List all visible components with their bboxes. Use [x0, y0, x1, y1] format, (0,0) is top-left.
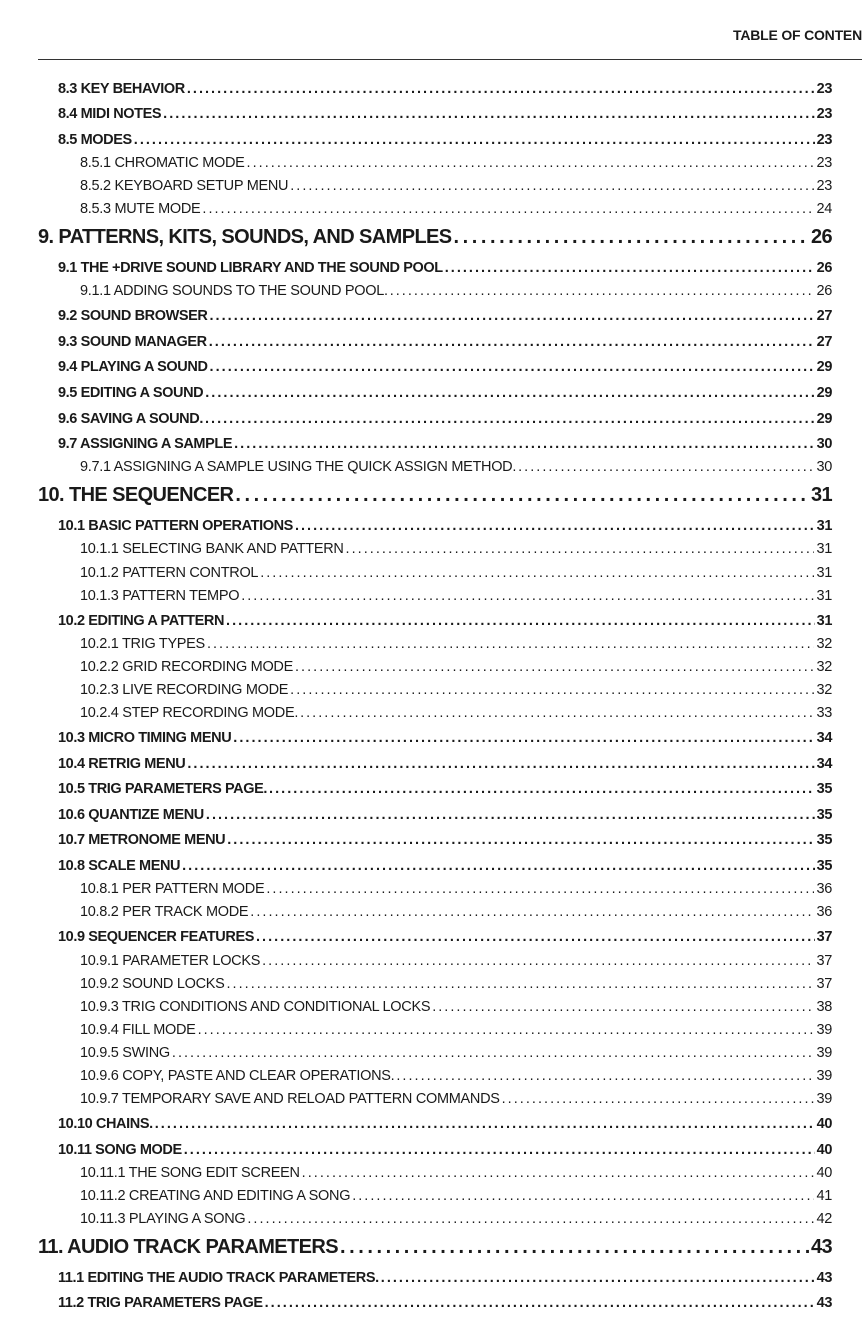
toc-entry[interactable] — [0, 1293, 862, 1311]
dot-leader — [432, 999, 814, 1015]
toc-entry-page: 23 — [816, 132, 832, 148]
dot-leader — [187, 81, 815, 97]
dot-leader — [352, 1188, 814, 1204]
toc-entry[interactable] — [0, 997, 862, 1015]
toc-entry-page: 29 — [816, 411, 832, 427]
toc-entry[interactable] — [0, 805, 862, 823]
toc-entry-title: 10.10 CHAINS. — [58, 1116, 153, 1132]
toc-entry-page: 27 — [816, 308, 832, 324]
toc-entry[interactable] — [0, 1066, 862, 1084]
toc-entry-page: 31 — [816, 541, 832, 557]
toc-entry[interactable] — [0, 483, 862, 507]
toc-entry-title: 10.2.1 TRIG TYPES — [80, 636, 205, 652]
dot-leader — [265, 1295, 815, 1311]
toc-entry-title: 8.3 KEY BEHAVIOR — [58, 81, 185, 97]
toc-entry-title: 9.7.1 ASSIGNING A SAMPLE USING THE QUICK ASSIGN METHOD. — [80, 459, 517, 475]
dot-leader — [187, 756, 814, 772]
toc-entry[interactable] — [0, 974, 862, 992]
toc-entry-title: 10.3 MICRO TIMING MENU — [58, 730, 232, 746]
toc-entry[interactable] — [0, 927, 862, 945]
toc-entry-title: 10.2 EDITING A PATTERN — [58, 613, 225, 629]
dot-leader — [300, 705, 814, 721]
toc-entry-page: 35 — [816, 858, 832, 874]
toc-entry-title: 10.1.1 SELECTING BANK AND PATTERN — [80, 541, 344, 557]
dot-leader — [209, 334, 815, 350]
toc-entry-page: 36 — [816, 904, 832, 920]
toc-entry[interactable] — [0, 703, 862, 721]
toc-entry[interactable] — [0, 1020, 862, 1038]
toc-entry[interactable] — [0, 281, 862, 299]
toc-entry-page: 40 — [816, 1165, 832, 1181]
dot-leader — [290, 682, 814, 698]
dot-leader — [346, 541, 815, 557]
toc-entry[interactable] — [0, 779, 862, 797]
toc-entry[interactable] — [0, 199, 862, 217]
toc-entry-page: 34 — [816, 756, 832, 772]
dot-leader — [502, 1091, 815, 1107]
toc-entry-title: 11.1 EDITING THE AUDIO TRACK PARAMETERS. — [58, 1270, 379, 1286]
toc-entry[interactable] — [0, 754, 862, 772]
toc-entry[interactable] — [0, 332, 862, 350]
toc-entry-title: 10.9 SEQUENCER FEATURES — [58, 929, 254, 945]
header-title: TABLE OF CONTEN — [733, 27, 862, 43]
toc-entry-title: 10.7 METRONOME MENU — [58, 832, 226, 848]
toc-entry-page: 32 — [816, 659, 832, 675]
toc-entry[interactable] — [0, 79, 862, 97]
dot-leader — [518, 459, 814, 475]
dot-leader — [207, 636, 815, 652]
toc-entry-title: 10.8.2 PER TRACK MODE — [80, 904, 249, 920]
toc-entry-page: 31 — [816, 588, 832, 604]
header-divider — [38, 59, 862, 60]
toc-entry-page: 31 — [816, 565, 832, 581]
toc-entry-title: 10.9.4 FILL MODE — [80, 1022, 196, 1038]
toc-entry-title: 10.9.5 SWING — [80, 1045, 170, 1061]
toc-entry-title: 9.3 SOUND MANAGER — [58, 334, 207, 350]
toc-entry[interactable] — [0, 258, 862, 276]
toc-entry-title: 8.5.1 CHROMATIC MODE — [80, 155, 245, 171]
toc-entry[interactable] — [0, 1163, 862, 1181]
toc-entry-page: 34 — [816, 730, 832, 746]
toc-entry-page: 26 — [816, 283, 832, 299]
toc-entry-title: 10.9.1 PARAMETER LOCKS — [80, 953, 261, 969]
toc-entry-title: 10.9.7 TEMPORARY SAVE AND RELOAD PATTERN COMMANDS — [80, 1091, 500, 1107]
toc-entry[interactable] — [0, 539, 862, 557]
toc-entry-page: 35 — [816, 832, 832, 848]
dot-leader — [235, 484, 809, 507]
toc-entry-title: 10.11.2 CREATING AND EDITING A SONG — [80, 1188, 351, 1204]
toc-entry[interactable] — [0, 1114, 862, 1132]
dot-leader — [256, 929, 815, 945]
toc-entry-title: 10.8.1 PER PATTERN MODE — [80, 881, 265, 897]
dot-leader — [247, 1211, 814, 1227]
dot-leader — [241, 588, 814, 604]
toc-entry[interactable] — [0, 1268, 862, 1286]
toc-entry[interactable] — [0, 176, 862, 194]
toc-entry-page: 23 — [816, 106, 832, 122]
toc-entry-page: 39 — [816, 1045, 832, 1061]
toc-entry[interactable] — [0, 1140, 862, 1158]
toc-entry-page: 24 — [816, 201, 832, 217]
dot-leader — [262, 953, 814, 969]
toc-entry-title: 9.5 EDITING A SOUND — [58, 385, 204, 401]
toc-entry-title: 9.1 THE +DRIVE SOUND LIBRARY AND THE SOUND POOL — [58, 260, 443, 276]
toc-entry[interactable] — [0, 563, 862, 581]
toc-entry-title: 8.5 MODES — [58, 132, 132, 148]
toc-entry[interactable] — [0, 130, 862, 148]
dot-leader — [202, 201, 814, 217]
toc-entry-page: 39 — [816, 1022, 832, 1038]
dot-leader — [250, 904, 814, 920]
toc-entry-page: 43 — [816, 1295, 832, 1311]
toc-entry-page: 23 — [816, 81, 832, 97]
dot-leader — [396, 1068, 814, 1084]
toc-entry-title: 9.1.1 ADDING SOUNDS TO THE SOUND POOL. — [80, 283, 388, 299]
dot-leader — [445, 260, 815, 276]
toc-entry[interactable] — [0, 1043, 862, 1061]
dot-leader — [210, 308, 815, 324]
toc-entry-title: 10. THE SEQUENCER — [38, 484, 234, 506]
dot-leader — [269, 781, 815, 797]
toc-entry-title: 9.2 SOUND BROWSER — [58, 308, 208, 324]
toc-entry-title: 9.6 SAVING A SOUND. — [58, 411, 203, 427]
toc-entry-title: 10.6 QUANTIZE MENU — [58, 807, 204, 823]
dot-leader — [182, 858, 815, 874]
dot-leader — [381, 1270, 815, 1286]
toc-entry-page: 37 — [816, 976, 832, 992]
toc-entry[interactable] — [0, 951, 862, 969]
toc-entry-page: 30 — [816, 459, 832, 475]
dot-leader — [184, 1142, 815, 1158]
toc-entry-title: 10.9.6 COPY, PASTE AND CLEAR OPERATIONS. — [80, 1068, 395, 1084]
dot-leader — [134, 132, 815, 148]
toc-entry-title: 10.9.3 TRIG CONDITIONS AND CONDITIONAL LOCKS — [80, 999, 431, 1015]
toc-entry-page: 41 — [816, 1188, 832, 1204]
dot-leader — [234, 436, 815, 452]
toc-entry-page: 36 — [816, 881, 832, 897]
dot-leader — [260, 565, 814, 581]
toc-entry[interactable] — [0, 153, 862, 171]
dot-leader — [198, 1022, 815, 1038]
dot-leader — [210, 359, 815, 375]
toc-entry[interactable] — [0, 1235, 862, 1259]
toc-entry[interactable] — [0, 383, 862, 401]
toc-entry-page: 37 — [816, 929, 832, 945]
toc-entry-page: 31 — [816, 613, 832, 629]
dot-leader — [205, 385, 814, 401]
toc-entry-title: 10.11 SONG MODE — [58, 1142, 182, 1158]
toc-entry[interactable] — [0, 856, 862, 874]
dot-leader — [302, 1165, 815, 1181]
dot-leader — [227, 832, 814, 848]
toc-entry-page: 29 — [816, 359, 832, 375]
toc-entry[interactable] — [0, 830, 862, 848]
toc-entry-page: 40 — [816, 1116, 832, 1132]
toc-entry-page: 43 — [816, 1270, 832, 1286]
toc-entry-title: 10.9.2 SOUND LOCKS — [80, 976, 225, 992]
toc-entry-page: 35 — [816, 807, 832, 823]
toc-entry[interactable] — [0, 657, 862, 675]
toc-entry-page: 29 — [816, 385, 832, 401]
toc-entry[interactable] — [0, 634, 862, 652]
toc-entry[interactable] — [0, 879, 862, 897]
toc-entry-title: 10.2.3 LIVE RECORDING MODE — [80, 682, 289, 698]
toc-entry[interactable] — [0, 902, 862, 920]
toc-entry-page: 27 — [816, 334, 832, 350]
toc-entry-page: 32 — [816, 682, 832, 698]
toc-entry-title: 10.1.2 PATTERN CONTROL — [80, 565, 259, 581]
toc-entry-title: 10.8 SCALE MENU — [58, 858, 181, 874]
toc-entry[interactable] — [0, 357, 862, 375]
toc-entry-title: 10.5 TRIG PARAMETERS PAGE. — [58, 781, 268, 797]
dot-leader — [155, 1116, 815, 1132]
toc-entry-page: 39 — [816, 1091, 832, 1107]
toc-entry-title: 10.11.3 PLAYING A SONG — [80, 1211, 246, 1227]
dot-leader — [454, 226, 809, 249]
dot-leader — [205, 411, 815, 427]
toc-entry-page: 31 — [816, 518, 832, 534]
dot-leader — [206, 807, 815, 823]
dot-leader — [290, 178, 814, 194]
toc-entry[interactable] — [0, 1209, 862, 1227]
toc-entry-title: 10.1 BASIC PATTERN OPERATIONS — [58, 518, 293, 534]
toc-entry-title: 8.5.3 MUTE MODE — [80, 201, 201, 217]
dot-leader — [227, 976, 815, 992]
toc-entry[interactable] — [0, 680, 862, 698]
toc-entry[interactable] — [0, 1089, 862, 1107]
toc-entry[interactable] — [0, 225, 862, 249]
toc-entry-page: 23 — [816, 178, 832, 194]
toc-entry-page: 31 — [810, 484, 832, 506]
toc-entry-page: 30 — [816, 436, 832, 452]
toc-entry[interactable] — [0, 409, 862, 427]
toc-entry-page: 39 — [816, 1068, 832, 1084]
toc-entry-title: 9. PATTERNS, KITS, SOUNDS, AND SAMPLES — [38, 226, 452, 248]
toc-entry-page: 23 — [816, 155, 832, 171]
toc-entry-page: 37 — [816, 953, 832, 969]
toc-entry[interactable] — [0, 1186, 862, 1204]
dot-leader — [340, 1236, 809, 1259]
toc-entry-title: 10.1.3 PATTERN TEMPO — [80, 588, 240, 604]
dot-leader — [390, 283, 815, 299]
toc-entry-page: 42 — [816, 1211, 832, 1227]
toc-entry[interactable] — [0, 104, 862, 122]
toc-entry-page: 38 — [816, 999, 832, 1015]
dot-leader — [172, 1045, 815, 1061]
toc-entry-page: 40 — [816, 1142, 832, 1158]
toc-entry-title: 10.2.2 GRID RECORDING MODE — [80, 659, 293, 675]
toc-entry[interactable] — [0, 516, 862, 534]
toc-entry-title: 9.7 ASSIGNING A SAMPLE — [58, 436, 233, 452]
dot-leader — [233, 730, 814, 746]
dot-leader — [295, 518, 815, 534]
toc-entry-title: 10.11.1 THE SONG EDIT SCREEN — [80, 1165, 300, 1181]
toc-entry-page: 26 — [810, 226, 832, 248]
toc-entry[interactable] — [0, 306, 862, 324]
toc-entry-title: 10.2.4 STEP RECORDING MODE. — [80, 705, 299, 721]
toc-entry[interactable] — [0, 728, 862, 746]
toc-entry-title: 11. AUDIO TRACK PARAMETERS — [38, 1236, 338, 1258]
toc-entry[interactable] — [0, 586, 862, 604]
dot-leader — [247, 155, 815, 171]
toc-entry-page: 26 — [816, 260, 832, 276]
dot-leader — [295, 659, 815, 675]
dot-leader — [226, 613, 815, 629]
toc-entry-title: 11.2 TRIG PARAMETERS PAGE — [58, 1295, 263, 1311]
toc-entry[interactable] — [0, 434, 862, 452]
dot-leader — [163, 106, 814, 122]
toc-entry[interactable] — [0, 611, 862, 629]
toc-entry-title: 9.4 PLAYING A SOUND — [58, 359, 208, 375]
toc-entry-page: 32 — [816, 636, 832, 652]
toc-entry[interactable] — [0, 457, 862, 475]
toc-entry-page: 43 — [810, 1236, 832, 1258]
toc-entry-title: 10.4 RETRIG MENU — [58, 756, 186, 772]
toc-entry-page: 33 — [816, 705, 832, 721]
dot-leader — [266, 881, 814, 897]
toc-entry-title: 8.4 MIDI NOTES — [58, 106, 162, 122]
toc-entry-title: 8.5.2 KEYBOARD SETUP MENU — [80, 178, 289, 194]
toc-entry-page: 35 — [816, 781, 832, 797]
